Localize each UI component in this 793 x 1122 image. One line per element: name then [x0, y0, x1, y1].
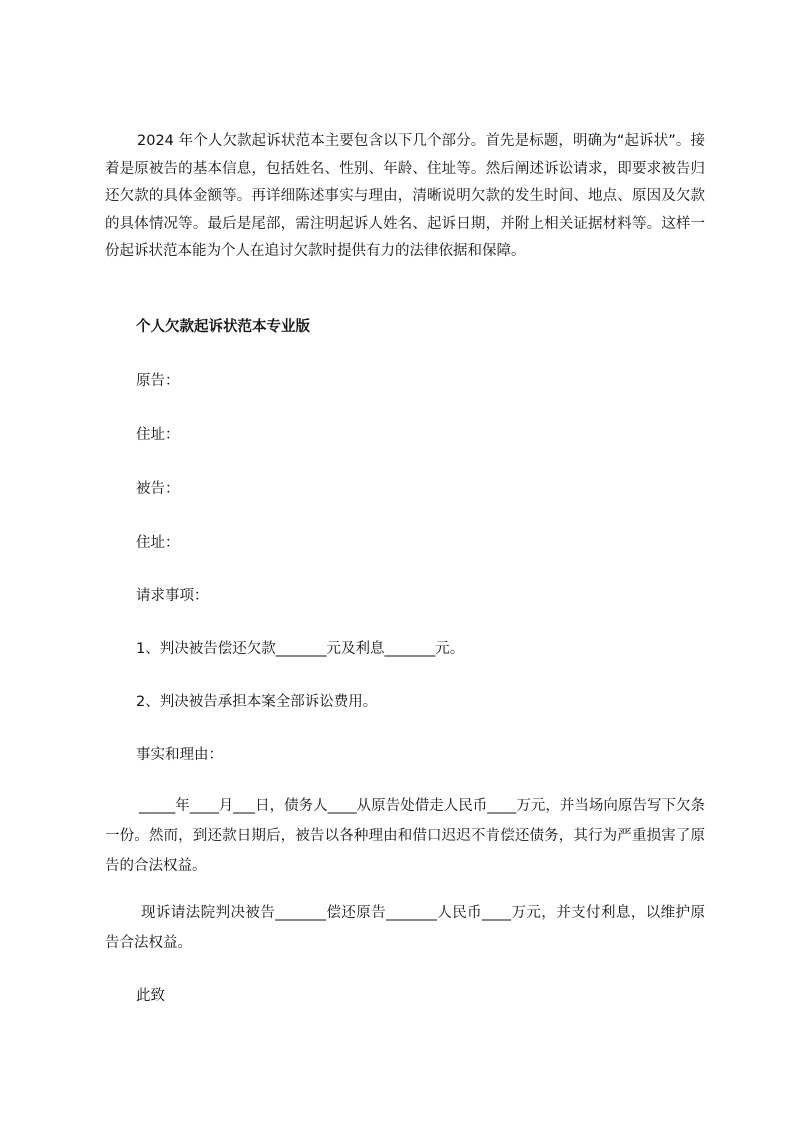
claim-item-2: 2、判决被告承担本案全部诉讼费用。 [136, 694, 378, 710]
facts-heading: 事实和理由： [136, 747, 223, 763]
intro-paragraph: 2024 年个人欠款起诉状范本主要包含以下几个部分。首先是标题，明确为“起诉状”。接着是原被告的基本信息，包括姓名、性别、年龄、住址等。然后阐述诉讼请求，即要求被告归还欠款的具体金额等。再详细陈述事实与理由，清晰说明欠款的发生时间、地点、原因及欠款的具体情况等。最后是尾部，需注明起诉人姓名、起诉日期，并附上相关证据材料等。这样一份起诉状范本能为个人在追讨欠款时提供有力的法律依据和保障。 [105, 133, 705, 259]
plaintiff-label: 原告： [136, 373, 180, 389]
defendant-address-label: 住址： [136, 535, 180, 551]
defendant-label: 被告： [136, 481, 180, 497]
claim-item-1: 1、判决被告偿还欠款_______元及利息_______元。 [136, 641, 465, 657]
document-title: 个人欠款起诉状范本专业版 [136, 319, 310, 335]
claims-heading: 请求事项： [136, 588, 209, 604]
request-paragraph: 现诉请法院判决被告_______偿还原告_______人民币____万元，并支付利息，以维护原告合法权益。 [105, 905, 705, 951]
closing-text: 此致 [136, 988, 165, 1004]
facts-paragraph: _____年____月___日，债务人____从原告处借走人民币____万元，并当场向原告写下欠条一份。然而，到还款日期后，被告以各种理由和借口迟迟不肯偿还债务，其行为严重损害了原告的合法权益。 [105, 798, 705, 874]
plaintiff-address-label: 住址： [136, 427, 180, 443]
